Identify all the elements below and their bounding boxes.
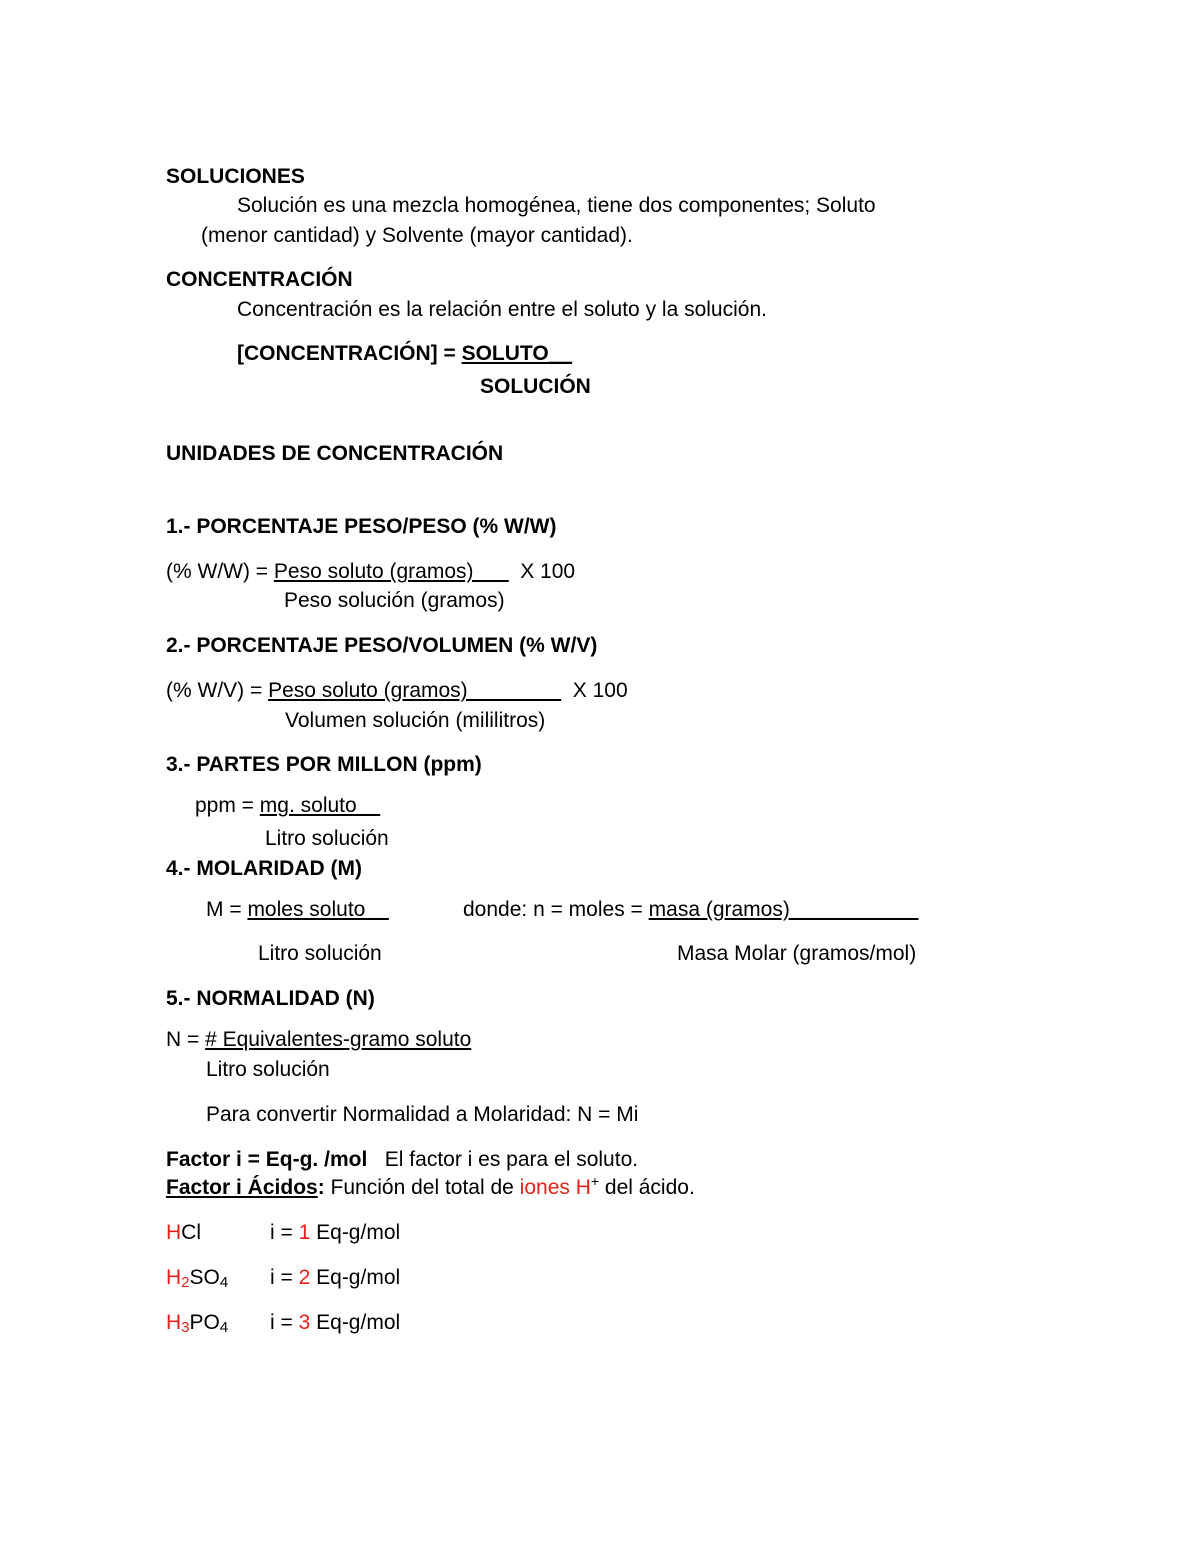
normality-left: N = [166, 1028, 206, 1051]
molarity-left: M = [206, 898, 248, 921]
units-heading: UNIDADES DE CONCENTRACIÓN [166, 442, 504, 465]
factor-acids-line [166, 1175, 695, 1201]
acid-i-value: 2 [298, 1266, 311, 1289]
molarity-denominator: Litro solución [258, 942, 382, 965]
factor-label: Factor i = Eq-g. /mol [166, 1148, 368, 1171]
moles-numerator: masa (gramos)___________ [648, 898, 919, 921]
acid-h: H [166, 1221, 182, 1244]
ww-numerator: Peso soluto (gramos)___ [273, 560, 509, 583]
normality-denominator: Litro solución [206, 1058, 330, 1081]
wv-formula [166, 678, 628, 704]
factor-acids-plus: + [590, 1173, 600, 1189]
molarity-heading: 4.- MOLARIDAD (M) [166, 857, 362, 880]
acid-formula [166, 1265, 228, 1291]
formula-numerator: SOLUTO__ [461, 342, 573, 365]
concentration-formula [237, 341, 572, 367]
factor-acids-colon: : [317, 1176, 325, 1199]
wv-denominator: Volumen solución (mililitros) [285, 709, 546, 732]
wv-left: (% W/V) = [166, 679, 269, 702]
molarity-numerator: moles soluto__ [247, 898, 389, 921]
wv-numerator: Peso soluto (gramos)________ [268, 679, 562, 702]
factor-acids-label: Factor i Ácidos [166, 1176, 318, 1199]
ww-denominator: Peso solución (gramos) [284, 589, 505, 612]
ww-times: X 100 [508, 560, 576, 583]
acid-h: H [166, 1266, 182, 1289]
acid-h-subscript: 3 [181, 1319, 190, 1336]
acid-i-label: i = [270, 1311, 299, 1334]
wv-times: X 100 [561, 679, 628, 702]
ppm-left: ppm = [195, 794, 260, 817]
ww-left: (% W/W) = [166, 560, 274, 583]
page-title: SOLUCIONES [166, 165, 305, 188]
molarity-formula [206, 897, 389, 923]
concentration-definition: Concentración es la relación entre el soluto y la solución. [237, 298, 767, 321]
acid-h-subscript: 2 [181, 1274, 190, 1291]
acid-factor [270, 1220, 400, 1246]
acid-unit: Eq-g/mol [310, 1266, 401, 1289]
acid-rest-subscript: 4 [219, 1274, 229, 1291]
acid-unit: Eq-g/mol [310, 1221, 401, 1244]
acid-i-label: i = [270, 1221, 299, 1244]
acid-unit: Eq-g/mol [310, 1311, 401, 1334]
moles-left: donde: n = moles = [463, 898, 649, 921]
normality-heading: 5.- NORMALIDAD (N) [166, 987, 375, 1010]
formula-denominator: SOLUCIÓN [480, 375, 591, 398]
intro-line-1: Solución es una mezcla homogénea, tiene dos componentes; Soluto [237, 194, 876, 217]
ppm-numerator: mg. soluto__ [259, 794, 381, 817]
normality-formula [166, 1027, 471, 1053]
factor-acids-text-before: Función del total de [324, 1176, 520, 1199]
concentration-heading: CONCENTRACIÓN [166, 268, 353, 291]
factor-acids-text-red: iones H [519, 1176, 591, 1199]
acid-i-label: i = [270, 1266, 299, 1289]
acid-i-value: 3 [298, 1311, 311, 1334]
acid-rest: Cl [181, 1221, 202, 1244]
ppm-formula [195, 793, 380, 819]
ppm-heading: 3.- PARTES POR MILLON (ppm) [166, 753, 482, 776]
acid-rest-subscript: 4 [219, 1319, 229, 1336]
normality-numerator: # Equivalentes-gramo soluto [205, 1028, 472, 1051]
acid-factor [270, 1265, 400, 1291]
acid-formula [166, 1220, 201, 1246]
ww-formula [166, 559, 575, 585]
acid-i-value: 1 [298, 1221, 311, 1244]
acid-rest: PO [189, 1311, 220, 1334]
factor-note: El factor i es para el soluto. [384, 1148, 639, 1171]
ww-heading: 1.- PORCENTAJE PESO/PESO (% W/W) [166, 515, 557, 538]
moles-denominator: Masa Molar (gramos/mol) [677, 942, 917, 965]
normality-conversion: Para convertir Normalidad a Molaridad: N = Mi [206, 1103, 639, 1126]
acid-formula [166, 1310, 228, 1336]
acid-factor [270, 1310, 400, 1336]
factor-acids-text-after: del ácido. [599, 1176, 695, 1199]
wv-heading: 2.- PORCENTAJE PESO/VOLUMEN (% W/V) [166, 634, 598, 657]
acid-rest: SO [189, 1266, 220, 1289]
formula-left: [CONCENTRACIÓN] = [237, 342, 462, 365]
acid-h: H [166, 1311, 182, 1334]
ppm-denominator: Litro solución [265, 827, 389, 850]
intro-line-2: (menor cantidad) y Solvente (mayor cantidad). [201, 224, 633, 247]
moles-formula [463, 897, 918, 923]
factor-line [166, 1147, 638, 1173]
